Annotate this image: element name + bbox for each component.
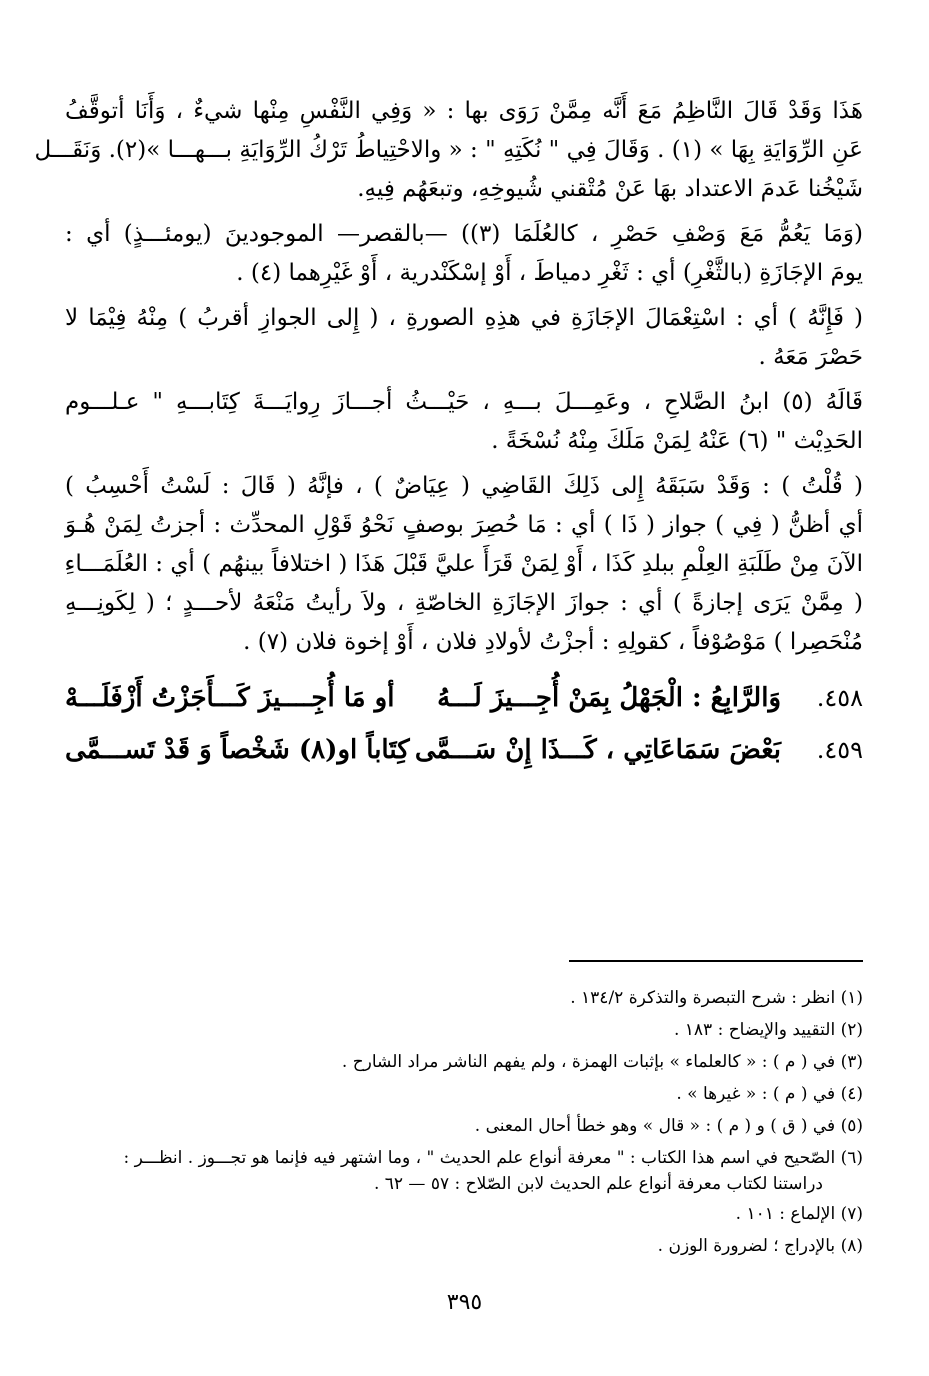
verse-line: [65, 724, 863, 776]
text-line: ( قُلْتُ ) : وَقَدْ سَبَقَهُ إِلى ذَلِكَ القَاضِي ( عِيَاضٌ ) ، فإنَّهُ ( قَالَ : لَسْتُ أَحْسِبُ ): [65, 473, 863, 499]
text-line: قَالَهُ (٥) ابنُ الصَّلاحِ ، وعَمِـــلَ بـــهِ ، حَيْـــثُ أجـــازَ رِوايَـــةَ كِتَابـــهِ " عـلـــوم: [65, 389, 863, 415]
footnotes: [65, 982, 863, 1262]
text-line: هَذَا وَقَدْ قَالَ النَّاظِمُ مَعَ أَنَّه مِمَّنْ رَوَى بها : « وَفِي النَّفْسِ مِنْها شيءٌ ، وَأَنَا أتوقَّفُ: [65, 98, 863, 124]
main-text: [34, 92, 863, 776]
verse-number: ٤٥٩.: [816, 736, 863, 764]
footnote-separator: [569, 960, 863, 962]
text-line: مُنْحَصِرا ) مَوْصُوْفاً ، كقولِهِ : أجزْتُ لأولادِ فلان ، أَوْ إخوة فلان (٧) .: [243, 629, 863, 655]
text-line: الآنَ مِنْ طَلَبَةِ العِلْمِ ببلدِ كَذَا ، أَوْ لِمَنْ قَرَأَ عليَّ قَبْلَ هَذَا ( اختلافاً بينهُم ) أي : العُلَمَـــاءِ: [64, 551, 863, 577]
text-line: يومَ الإجَازَةِ (بالثَّغْرِ) أي : ثَغْرِ دمياطَ ، أَوْ إسْكَنْدرية ، أَوْ غَيْرِهما (٤) .: [236, 260, 863, 286]
footnote: (٦) الصّحيح في اسم هذا الكتاب : " معرفة أنواع علم الحديث " ، وما اشتهر فيه فإنما هو تجـــوز . انظـــر :: [123, 1148, 863, 1168]
footnote: (٥) في ( ق ) و ( م ) : « قال » وهو خطأ أحال المعنى .: [474, 1116, 863, 1136]
text-line: شَيْخُنا عَدمَ الاعتداد بهَا عَنْ مُتْقني شُيوخِهِ، وتبعَهُم فِيهِ.: [357, 176, 863, 202]
verse-first-hemistich: بَعْضَ سَمَاعَاتِي ، كَـــذَا إِنْ سَـــمَّى: [414, 735, 781, 765]
text-line: عَنِ الرِّوَايَةِ بِهَا » (١) . وَقَالَ فِي " نُكَتِهِ " : « والاحْتِياطُ تَرْكُ الرِّوَايَةِ بـــهـــا »(٢). وَنَقَـــل: [34, 137, 863, 163]
verse-first-hemistich: وَالرَّابِعُ : الْجَهْلُ بِمَنْ أُجِـــيزَ لَـــهُ: [437, 683, 781, 713]
text-line: (وَمَا يَعُمُّ مَعَ وَصْفِ حَصْرِ ، كالعُلَمَا (٣)) —بالقصر— الموجودينَ (يومئـــذٍ) أي :: [65, 221, 863, 247]
footnote: (٧) الإلماع : ١٠١ .: [735, 1204, 863, 1224]
text-line: الحَدِيْث " (٦) عَنْهُ لِمَنْ مَلَكَ مِنْهُ نُسْخَةً .: [491, 428, 863, 454]
text-line: ( فَإِنَّهُ ) أي : اسْتِعْمَالَ الإجَازَةِ في هذِهِ الصورةِ ، ( إِلى الجوازِ أقربُ ) مِنْهُ فِيْمَا لا: [65, 305, 863, 331]
footnote: (٤) في ( م ) : « غيرها » .: [676, 1084, 863, 1104]
text-line: أي أظنُّ ( فِي ) جواز ( ذَا ) أي : مَا حُصِرَ بوصفٍ نَحْوُ قَوْلِ المحدِّث : أجزتُ لِمَنْ هُـوَ: [65, 512, 863, 538]
text-line: ( مِمَّنْ يَرَى إجازةً ) أي : جوازَ الإجَازَةِ الخاصّةِ ، ولاَ رأيتُ مَنْعَهُ لأحـــدٍ ؛ ( لِكَونِـــهِ: [65, 590, 863, 616]
page-number: ٣٩٥: [446, 1290, 483, 1315]
verse-second-hemistich: أو مَا أُجِــــيزَ كَـــأَجَزْتُ أَزْفَلَـــهْ: [65, 683, 395, 713]
verse-line: [65, 672, 863, 724]
verse-second-hemistich: كِتَاباً او(٨) شَخْصاً وَ قَدْ تَســـمَّى: [65, 735, 410, 765]
footnote: (١) انظر : شرح التبصرة والتذكرة ١٣٤/٢ .: [570, 988, 863, 1008]
footnote: (٨) بالإدراج ؛ لضرورة الوزن .: [657, 1236, 863, 1256]
verse-number: ٤٥٨.: [816, 684, 863, 712]
text-line: حَصْرَ مَعَهُ .: [758, 344, 863, 370]
footnote: (٣) في ( م ) : « كالعلماء » بإثبات الهمزة ، ولم يفهم الناشر مراد الشارح .: [341, 1052, 863, 1072]
poem-verses: [65, 672, 863, 776]
footnote: (٢) التقييد والإيضاح : ١٨٣ .: [673, 1020, 863, 1040]
footnote-continuation: دراستنا لكتاب معرفة أنواع علم الحديث لابن الصّلاح : ٥٧ — ٦٢ .: [373, 1174, 823, 1194]
